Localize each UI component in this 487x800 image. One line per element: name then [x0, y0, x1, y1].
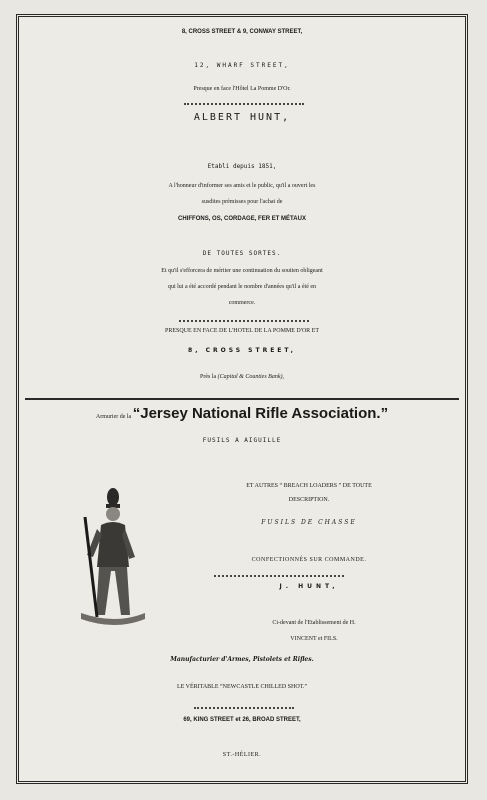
goods-heading: CHIFFONS, OS, CORDAGE, FER ET MÉTAUX [178, 216, 306, 222]
fusils-aiguille-title: FUSILS A AIGUILLE [202, 437, 282, 444]
dotted-divider [179, 320, 309, 322]
st-helier: ST.-HÉLIER. [222, 752, 262, 758]
cross-street-heading: 8, CROSS STREET, [188, 347, 296, 354]
ci-devant-line-1: Ci-devant de l'Etablissement de H. [272, 620, 356, 626]
presque-caps: PRESQUE EN FACE DE L'HOTEL DE LA POMME D'OR ET [165, 328, 319, 334]
albert-hunt-title: ALBERT HUNT, [193, 112, 291, 123]
advertisement-page [16, 14, 468, 784]
etabli-text: Etabli depuis 1851, [207, 163, 277, 170]
confection-text: CONFECTIONNÉS SUR COMMANDE. [251, 557, 367, 563]
bank-name: (Capital & Counties Bank), [217, 374, 284, 380]
soldier-illustration [75, 487, 151, 637]
toutes-sortes: DE TOUTES SORTES. [202, 250, 282, 257]
efforcera-line-2: qui lui a été accordé pendant le nombre d'années qu'il a été en [167, 284, 317, 290]
honneur-line-2: susdites prémisses pour l'achat de [201, 199, 283, 205]
section-divider [25, 398, 459, 400]
rifle-association: “Jersey National Rifle Association.” [132, 405, 389, 422]
dotted-divider [214, 575, 344, 577]
autres-line-1: ET AUTRES “ BREACH LOADERS ” DE TOUTE [246, 483, 372, 489]
manufacturier-text: Manufacturier d'Armes, Pistolets et Rifles. [170, 656, 314, 663]
veritable-text: LE VÉRITABLE “NEWCASTLE CHILLED SHOT.” [176, 684, 308, 690]
armurier-line [19, 405, 465, 422]
efforcera-line-3: commerce. [228, 300, 256, 306]
armurier-label: Armurier de la [95, 414, 132, 420]
fusils-chasse-title: FUSILS DE CHASSE [261, 519, 357, 526]
dotted-divider [184, 103, 304, 105]
king-street-heading: 69, KING STREET et 26, BROAD STREET, [183, 717, 301, 723]
j-hunt-title: J. HUNT, [279, 583, 339, 590]
pres-la-line [19, 374, 465, 380]
honneur-line-1: A l'honneur d'informer ses amis et le public, qu'il a ouvert les [168, 183, 316, 189]
autres-line-2: DESCRIPTION. [288, 497, 330, 503]
wharf-street: 12, WHARF STREET, [194, 62, 290, 69]
address-heading: 8, CROSS STREET & 9, CONWAY STREET, [181, 29, 303, 35]
dotted-divider [194, 707, 294, 709]
presque-text: Presque en face l'Hôtel La Pomme D'Or. [193, 86, 291, 92]
efforcera-line-1: Et qu'il s'efforcera de mériter une continuation du soutien obligeant [161, 268, 323, 274]
ci-devant-line-2: VINCENT et FILS. [290, 636, 338, 642]
pres-la: Près la [200, 374, 217, 380]
